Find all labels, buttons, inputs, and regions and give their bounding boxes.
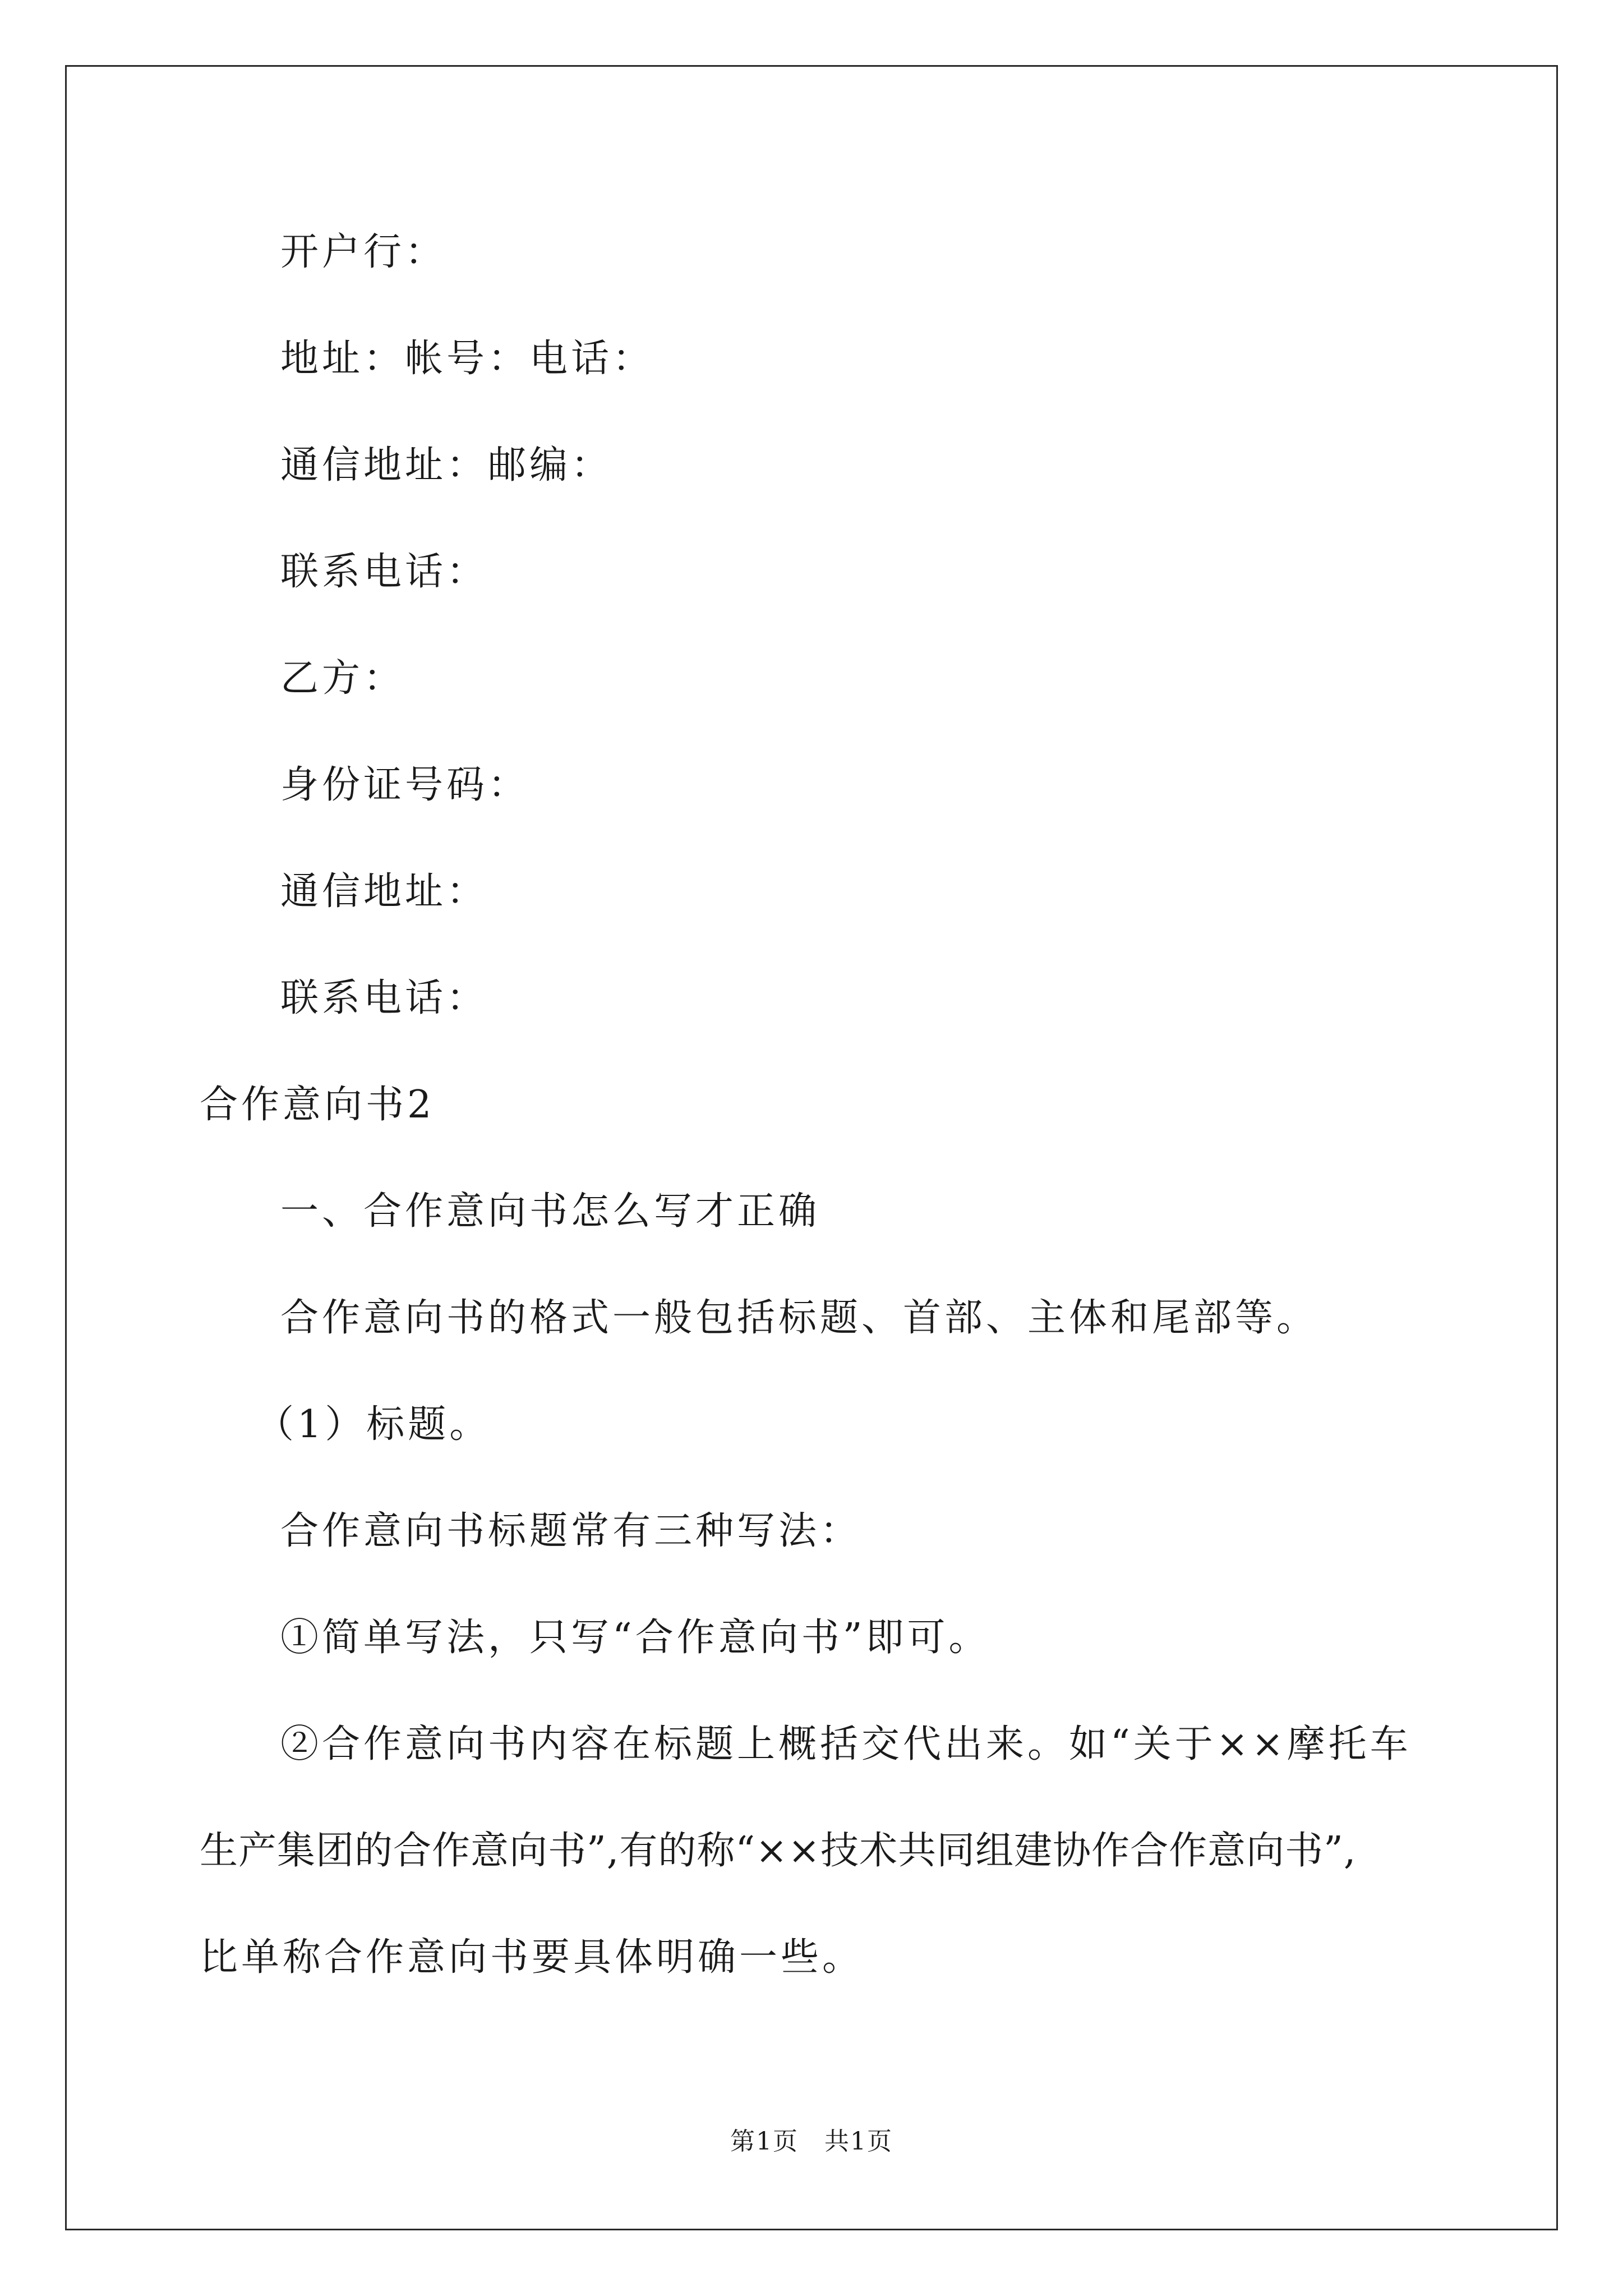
text-line-contact-phone-2: 联系电话：	[280, 976, 488, 1020]
text-line-contact-phone: 联系电话：	[280, 550, 488, 594]
text-line-address-account-phone: 地址：帐号：电话：	[280, 337, 654, 381]
paragraph-method-2-end: 比单称合作意向书要具体明确一些。	[200, 1935, 864, 1980]
text-line-party-b: 乙方：	[280, 656, 405, 701]
paragraph-method-2: ②合作意向书内容在标题上概括交代出来。如“关于××摩托车	[280, 1722, 1412, 1766]
subheading-how-to-write: 一、合作意向书怎么写才正确	[280, 1189, 820, 1234]
text-line-mailing-address: 通信地址：	[280, 869, 488, 914]
page-number-footer: 第1页 共1页	[730, 2127, 893, 2156]
paragraph-method-2-cont: 生产集团的合作意向书”,有的称“××技术共同组建协作合作意向书”,	[200, 1829, 1357, 1873]
paragraph-method-1: ①简单写法，只写“合作意向书”即可。	[280, 1616, 990, 1660]
item-title: （1）标题。	[256, 1402, 491, 1447]
paragraph-title-methods: 合作意向书标题常有三种写法：	[280, 1509, 862, 1553]
paragraph-format: 合作意向书的格式一般包括标题、首部、主体和尾部等。	[280, 1296, 1318, 1340]
text-line-mailing-address-postcode: 通信地址：邮编：	[280, 443, 613, 487]
page-border	[65, 65, 1558, 2230]
text-line-id-number: 身份证号码：	[280, 763, 530, 807]
section-heading: 合作意向书2	[200, 1083, 435, 1127]
text-line-bank: 开户行：	[280, 230, 447, 274]
